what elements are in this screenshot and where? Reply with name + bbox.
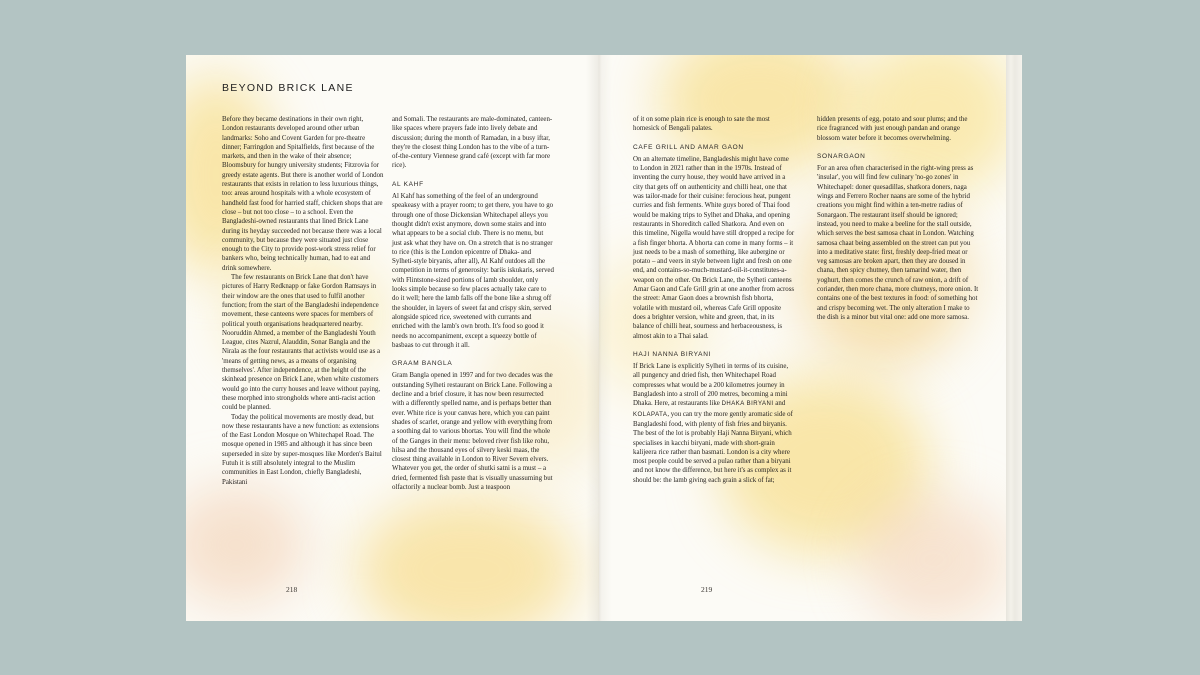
left-column-2 (392, 115, 554, 492)
section-heading-al-kahf: AL KAHF (392, 180, 424, 188)
page-edge (1006, 55, 1022, 621)
text-run: , you can try the more gently aromatic side of Bangladeshi food, with plenty of fish fries and biryanis. The best of the lot is probably Haji Nanna Biryani, which specialises in kacchi biryani, made with short-grain kalijeera rice rather than basmati. London is a city where most people could be served a pulao rather than a biryani and not know the difference, but here it's as complex as it should be: the lamb giving each grain a slick of fat; (633, 410, 793, 484)
restaurant-name-small-caps: KOLAPATA (633, 411, 668, 418)
section-heading-sonargaon: SONARGAON (817, 152, 866, 160)
section-heading-haji-nanna: HAJI NANNA BIRYANI (633, 350, 712, 358)
restaurant-name-small-caps: DHAKA BIRYANI (721, 401, 774, 408)
left-column-1 (222, 115, 384, 487)
text-run: and (773, 400, 786, 408)
right-page (599, 55, 1006, 621)
running-head: BEYOND BRICK LANE (222, 82, 354, 94)
body-paragraph: hidden presents of egg, potato and sour plums; and the rice fragranced with just enough pandan and orange blossom water before it becomes overwhelming. (817, 116, 968, 142)
book-spine-shadow (586, 55, 612, 621)
body-paragraph: Al Kahf has something of the feel of an underground speakeasy with a prayer room; to get there, you have to go through one of those Dickensian Whitechapel alleys you thought didn't exist anymore, down some stairs and into what appears to be a social club. There is no menu, but just ask what they have on. On a stretch that is no stranger to rice (this is the London epicentre of Dhaka- and Sylheti-style biryanis, after all), Al Kahf outdoes all the competition in terms of generosity: bariis iskukaris, served with Flintstone-sized portions of lamb shoulder, only looks simple because so few places actually take care to do it well; here the lamb falls off the bone like a shrug off the shoulder, in layers of sweet fat and crispy skin, served alongside spiced rice, sweetened with currants and enriched with the lamb's own broth. It's food so good it needs no accompaniment, except a squeezy bottle of basbaas to cut through it all. (392, 193, 554, 349)
body-paragraph: For an area often characterised in the right-wing press as 'insular', you will find few culinary 'no-go zones' in Whitechapel: doner quesadillas, shatkora doners, naga wings and Ferrero Rocher naans are some of the hybrid creations you might find within a ten-metre radius of Sonargaon. The restaurant itself should be ignored; instead, you need to make a beeline for the stall outside, which serves the best samosa chaat in London. Watching samosa chaat being assembled on the street can put you into a meditative state: first, freshly deep-fried meat or veg samosas are broken apart, then they are doused in chana, then spicy chutney, then tamarind water, then yoghurt, then comes the crunch of raw onion, a drift of coriander, then more chana, more chutneys, more onion. It contains one of the best textures in food: of something hot and crispy becoming wet. The only alteration I make to the dish is a minor but vital one: add one more samosa. (817, 165, 979, 321)
page-number-left: 218 (286, 585, 298, 594)
section-heading-graam-bangla: GRAAM BANGLA (392, 360, 453, 368)
body-paragraph: Gram Bangla opened in 1997 and for two decades was the outstanding Sylheti restaurant on Brick Lane. Following a decline and a brief closure, it has now been resurrected with a differently spelled name, and is perhaps better than ever. White rice is your canvas here, which you can paint shades of scarlet, orange and yellow with everything from a soothing dal to various bhortas. You will find the whole of the Ganges in their menu: beloved river fish like rohu, hilsa and the thousand eyes of silvery keski maas, the closest thing available in London to River Severn elvers. Whatever you get, the order of shutki satni is a must – a dried, fermented fish paste that is visually unassuming but olfactorily a nuclear bomb. Just a teaspoon (392, 372, 553, 491)
body-paragraph: On an alternate timeline, Bangladeshis might have come to London in 2021 rather than in the 1970s. Instead of inventing the curry house, they would have arrived in a city that gets off on authenticity and chilli heat, one that was tailor-made for their cuisine: ferocious heat, pungent curries and fish ferments. White guys bored of Thai food would be making trips to Sylhet and Dhaka, and opening restaurants in Shoreditch called Shatkora. And even on this timeline, Nigella would have still dropped a recipe for a fish finger bhorta. A bhorta can come in many forms – it just needs to be a mash of something, like aubergine or potato – and veers in style between light and fresh on one end, and contains-so-much-mustard-oil-it-constitutes-a-weapon on the other. On Brick Lane, the Sylheti canteens Amar Gaon and Cafe Grill grin at one another from across the street: Amar Gaon does a brownish fish bhorta, volatile with mustard oil, whereas Cafe Grill opposite does a brighter version, white and green, that, in its balance of chilli heat, sourness and herbaceousness, is almost akin to a Thai salad. (633, 155, 795, 340)
open-book (186, 55, 1022, 621)
text-run: If Brick Lane is explicitly Sylheti in terms of its cuisine, all pungency and dried fish, then Whitechapel Road compresses what would be a 200 kilometres journey in Bangladesh into a stroll of 200 metres, becoming a mini Dhaka. Here, at restaurants like (633, 363, 789, 408)
body-paragraph (633, 362, 795, 485)
body-paragraph: and Somali. The restaurants are male-dominated, canteen-like spaces where prayers fade into lively debate and discussion; during the month of Ramadan, in a busy iftar, they're the closest thing London has to the vibe of a turn-of-the-century Viennese grand café (except with far more rice). (392, 116, 553, 170)
body-paragraph: of it on some plain rice is enough to sate the most homesick of Bengali palates. (633, 116, 770, 133)
right-column-2 (817, 115, 979, 322)
left-page (186, 55, 599, 621)
body-paragraph: Today the political movements are mostly dead, but now these restaurants have a new function: as extensions of the East London Mosque on Whitechapel Road. The mosque opened in 1985 and although it has since been superseded in size by super-mosques like Morden's Baitul Futuh it is still absolutely integral to the Muslim communities in East London, chiefly Bangladeshi, Pakistani (222, 413, 382, 486)
body-paragraph: Before they became destinations in their own right, London restaurants developed around other urban landmarks: Soho and Covent Garden for pre-theatre dinner; Farringdon and Spitalfields, first because of the markets, and then in the wake of their absence; Bloomsbury for hungry university students; Fitzrovia for greedy estate agents. But there is another world of London restaurants that exists in relation to less luxurious things, too: areas around hospitals with a whole ecosystem of handheld fast food for harried staff, chicken shops that are close – but not too close – to a school. Even the Bangladeshi-owned restaurants that lined Brick Lane during its heyday succeeded not because there was a local community, but because they were situated just close enough to the City to provide post-work stress relief for bankers who, being technically human, had to eat and drink somewhere. (222, 116, 384, 272)
right-column-1 (633, 115, 795, 485)
page-number-right: 219 (701, 585, 713, 594)
section-heading-cafe-grill: CAFE GRILL AND AMAR GAON (633, 143, 744, 151)
body-paragraph: The few restaurants on Brick Lane that don't have pictures of Harry Redknapp or fake Gordon Ramsays in their window are the ones that used to fulfil another function; from the start of the Bangladeshi independence movement, these canteens were spaces for members of political youth organisations headquartered nearby. Nooruddin Ahmed, a member of the Bangladeshi Youth League, cites Nazrul, Alauddin, Sonar Bangla and the Nirala as the four restaurants that activists would use as a 'means of getting news, as a means of organising themselves'. After independence, at the height of the skinhead presence on Brick Lane, when white customers would go into the curry houses and leave without paying, these morphed into strongholds where anti-racist action could be planned. (222, 274, 381, 412)
